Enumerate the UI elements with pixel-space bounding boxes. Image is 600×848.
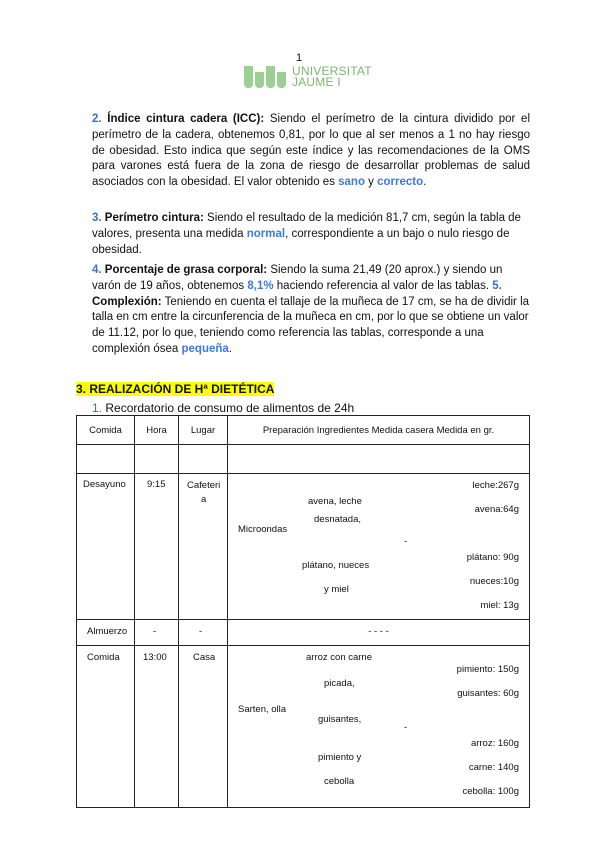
item-text: Siendo la suma 21,49 (20 aprox.) y siendo un varón de 19 años, obtenemos: [92, 264, 503, 292]
item-number: 4.: [92, 264, 102, 276]
item-title: Complexión:: [92, 295, 162, 308]
grams: pimiento: 150g: [456, 664, 519, 675]
university-logo: [244, 66, 372, 88]
table-cell: [179, 474, 228, 620]
item-number: 1.: [92, 401, 103, 415]
page-number: 1: [296, 52, 303, 64]
table-row-almuerzo: [77, 620, 530, 646]
subsection-title: [92, 401, 354, 415]
ingredient: cebolla: [324, 776, 355, 787]
item-title: Porcentaje de grasa corporal:: [104, 264, 268, 276]
item-title: Perímetro cintura:: [104, 212, 204, 224]
table-header: Preparación Ingredientes Medida casera Medida en gr.: [228, 416, 530, 445]
separator: -: [404, 536, 408, 547]
separator: -: [404, 722, 408, 733]
highlight-sano: sano: [338, 176, 365, 189]
table-row-comida: [77, 646, 530, 808]
section-title: 3. REALIZACIÓN DE Hª DIETÉTICA: [76, 382, 275, 396]
table-cell: Almuerzo: [77, 620, 135, 646]
table-cell: 13:00: [135, 646, 179, 808]
table-spacer-row: [77, 445, 530, 474]
item-text: .: [423, 176, 427, 189]
item-number: 3.: [92, 212, 102, 224]
uji-logo-icon: [244, 66, 286, 88]
ingredient: guisantes,: [318, 714, 362, 725]
table-cell: Casa: [179, 646, 228, 808]
ingredient: y miel: [324, 584, 349, 595]
item-text: Siendo el resultado de la medición 81,7 cm, según la tabla de valores, presenta una medida: [92, 212, 521, 240]
highlight-correcto: correcto: [377, 176, 424, 189]
grams: avena:64g: [474, 504, 519, 515]
grams: plátano: 90g: [466, 552, 519, 563]
highlight-percent: 8,1%: [247, 279, 274, 292]
grams: guisantes: 60g: [457, 688, 519, 699]
ingredient: desnatada,: [314, 514, 362, 525]
logo-line2: JAUME I: [292, 75, 341, 89]
ingredient: picada,: [324, 678, 355, 689]
table-row-desayuno: [77, 474, 530, 620]
table-header-row: [77, 416, 530, 445]
grams: carne: 140g: [468, 762, 519, 773]
highlight-normal: normal: [246, 227, 286, 240]
logo-line1: UNIVERSITAT: [292, 64, 372, 78]
grams: cebolla: 100g: [462, 786, 519, 797]
table-header: Lugar: [179, 416, 228, 445]
paragraph-perimetro: [92, 211, 530, 258]
grams: miel: 13g: [480, 600, 519, 611]
ingredient: plátano, nueces: [302, 560, 370, 571]
ingredient: pimiento y: [318, 752, 362, 763]
table-cell: [228, 646, 530, 808]
ingredient: avena, leche: [308, 496, 362, 507]
grams: nueces:10g: [469, 576, 519, 587]
ingredient: arroz con carne: [306, 652, 373, 663]
item-title: Índice cintura cadera (ICC):: [107, 113, 265, 125]
grams: leche:267g: [472, 480, 519, 491]
grams: arroz: 160g: [470, 738, 519, 749]
item-text: Recordatorio de consumo de alimentos de 24h: [102, 401, 355, 415]
highlight-pequena: pequeña: [181, 342, 229, 355]
table-cell: -: [179, 620, 228, 646]
paragraph-icc: [92, 112, 530, 191]
item-text: haciendo referencia al valor de las tablas.: [273, 279, 493, 292]
table-cell: [228, 474, 530, 620]
item-text: Teniendo en cuenta el tallaje de la muñeca de 17 cm, se ha de dividir la talla en cm entre la circunferencia de la muñeca en cm, por lo que se obtiene un valor de 11.12, por lo que, teniendo como referencia las tablas, corresponde a una complexión ósea: [92, 295, 530, 355]
table-cell-line: a: [201, 494, 207, 505]
diet-table: [76, 415, 530, 808]
item-text: , correspondiente a un bajo o nulo riesgo de obesidad.: [92, 227, 510, 256]
paragraph-grasa: [92, 263, 530, 358]
table-cell: - - - -: [228, 620, 530, 646]
table-cell: -: [135, 620, 179, 646]
table-header: Hora: [135, 416, 179, 445]
item-number: 2.: [92, 113, 102, 125]
table-header: Comida: [77, 416, 135, 445]
table-cell-line: Cafeteri: [187, 480, 221, 491]
item-number: 5.: [492, 279, 502, 292]
prep-method: Sarten, olla: [238, 704, 287, 715]
item-text: y: [364, 176, 378, 189]
item-text: Siendo el perímetro de la cintura dividido por el perímetro de la cadera, obtenemos 0,81, por lo que al ser menos a 1 no hay riesgo de obesidad. Esto indica que según este índice y las recomendaciones de la OMS para varones está fuera de la zona de riesgo de desarrollar problemas de salud asociados con la obesidad. El valor obtenido es: [92, 113, 530, 189]
prep-method: Microondas: [238, 524, 288, 535]
table-cell: Desayuno: [77, 474, 135, 620]
item-text: .: [228, 342, 232, 355]
table-cell: Comida: [77, 646, 135, 808]
table-cell: 9:15: [135, 474, 179, 620]
